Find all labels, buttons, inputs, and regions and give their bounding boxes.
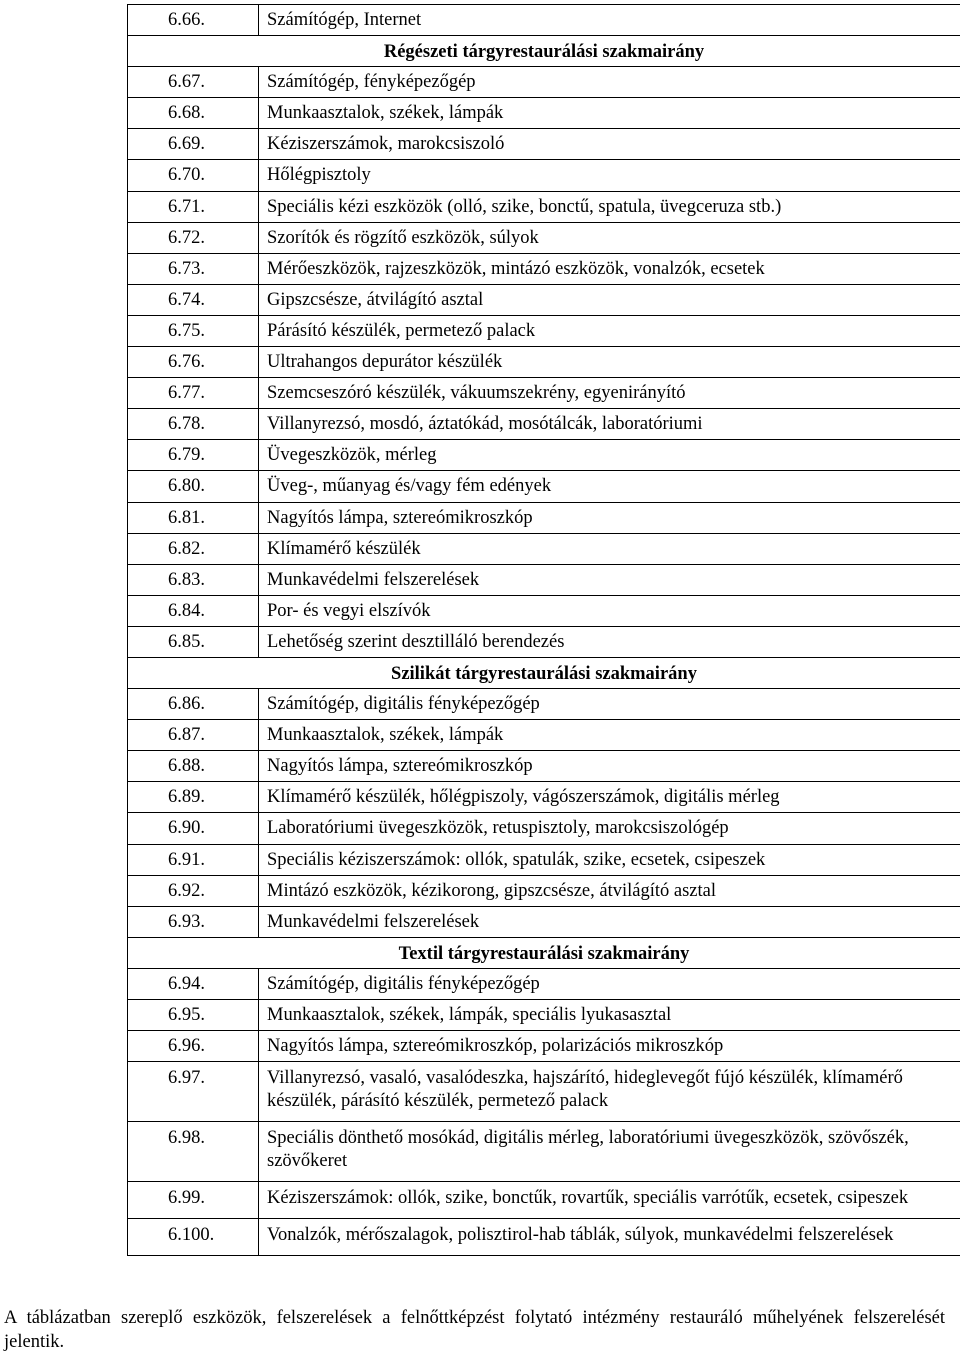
item-description: Párásító készülék, permetező palack <box>259 315 960 346</box>
item-description: Munkaasztalok, székek, lámpák, speciális lyukasasztal <box>259 1000 960 1031</box>
item-description: Por- és vegyi elszívók <box>259 595 960 626</box>
item-number: 6.83. <box>128 564 259 595</box>
section-header-row <box>128 657 960 688</box>
item-description: Vonalzók, mérőszalagok, polisztirol-hab táblák, súlyok, munkavédelmi felszerelések <box>259 1219 960 1256</box>
item-description: Hőlégpisztoly <box>259 160 960 191</box>
table-row <box>128 284 960 315</box>
table-row <box>128 378 960 409</box>
item-description: Laboratóriumi üvegeszközök, retuspisztoly, marokcsiszológép <box>259 813 960 844</box>
table-row <box>128 1062 960 1122</box>
table-row <box>128 471 960 502</box>
item-number: 6.75. <box>128 315 259 346</box>
table-row <box>128 253 960 284</box>
item-number: 6.91. <box>128 844 259 875</box>
table-row <box>128 1219 960 1256</box>
item-number: 6.95. <box>128 1000 259 1031</box>
table-row <box>128 1122 960 1182</box>
table-row <box>128 315 960 346</box>
item-description: Szemcseszóró készülék, vákuumszekrény, egyenirányító <box>259 378 960 409</box>
item-number: 6.71. <box>128 191 259 222</box>
table-row <box>128 440 960 471</box>
item-number: 6.88. <box>128 751 259 782</box>
item-number: 6.86. <box>128 689 259 720</box>
item-number: 6.94. <box>128 968 259 999</box>
item-description: Speciális dönthető mosókád, digitális mérleg, laboratóriumi üvegeszközök, szövőszék, szövőkeret <box>259 1122 960 1182</box>
table-row <box>128 1182 960 1219</box>
table-row <box>128 160 960 191</box>
item-description: Mérőeszközök, rajzeszközök, mintázó eszközök, vonalzók, ecsetek <box>259 253 960 284</box>
table-row <box>128 222 960 253</box>
section-title: Textil tárgyrestaurálási szakmairány <box>128 937 960 968</box>
item-description: Munkaasztalok, székek, lámpák <box>259 98 960 129</box>
item-number: 6.84. <box>128 595 259 626</box>
table-row <box>128 409 960 440</box>
table-row <box>128 98 960 129</box>
table-row <box>128 564 960 595</box>
table-row <box>128 875 960 906</box>
item-number: 6.82. <box>128 533 259 564</box>
table-row <box>128 720 960 751</box>
item-number: 6.73. <box>128 253 259 284</box>
item-number: 6.90. <box>128 813 259 844</box>
item-number: 6.69. <box>128 129 259 160</box>
table-row <box>128 689 960 720</box>
item-number: 6.87. <box>128 720 259 751</box>
item-description: Számítógép, digitális fényképezőgép <box>259 689 960 720</box>
item-description: Speciális kézi eszközök (olló, szike, bonctű, spatula, üvegceruza stb.) <box>259 191 960 222</box>
item-number: 6.74. <box>128 284 259 315</box>
item-number: 6.93. <box>128 906 259 937</box>
item-number: 6.97. <box>128 1062 259 1122</box>
equipment-table <box>127 4 960 1256</box>
table-row <box>128 626 960 657</box>
item-description: Munkavédelmi felszerelések <box>259 564 960 595</box>
table-row <box>128 968 960 999</box>
item-description: Speciális kéziszerszámok: ollók, spatulák, szike, ecsetek, csipeszek <box>259 844 960 875</box>
item-number: 6.80. <box>128 471 259 502</box>
footnote: A táblázatban szereplő eszközök, felszerelések a felnőttképzést folytató intézmény restauráló műhelyének felszerelését jelentik. <box>4 1308 945 1352</box>
table-row <box>128 782 960 813</box>
item-number: 6.100. <box>128 1219 259 1256</box>
item-number: 6.98. <box>128 1122 259 1182</box>
item-description: Munkavédelmi felszerelések <box>259 906 960 937</box>
equipment-table-body <box>128 5 960 1256</box>
item-number: 6.70. <box>128 160 259 191</box>
table-row <box>128 67 960 98</box>
item-description: Kéziszerszámok, marokcsiszoló <box>259 129 960 160</box>
table-row <box>128 129 960 160</box>
section-title: Régészeti tárgyrestaurálási szakmairány <box>128 36 960 67</box>
item-number: 6.79. <box>128 440 259 471</box>
item-number: 6.99. <box>128 1182 259 1219</box>
table-row <box>128 1000 960 1031</box>
item-number: 6.68. <box>128 98 259 129</box>
table-row <box>128 502 960 533</box>
item-number: 6.72. <box>128 222 259 253</box>
table-row <box>128 191 960 222</box>
item-description: Ultrahangos depurátor készülék <box>259 347 960 378</box>
section-title: Szilikát tárgyrestaurálási szakmairány <box>128 657 960 688</box>
table-row <box>128 844 960 875</box>
table-row <box>128 813 960 844</box>
item-number: 6.92. <box>128 875 259 906</box>
item-number: 6.67. <box>128 67 259 98</box>
item-number: 6.66. <box>128 5 259 36</box>
item-description: Klímamérő készülék, hőlégpiszoly, vágószerszámok, digitális mérleg <box>259 782 960 813</box>
item-description: Nagyítós lámpa, sztereómikroszkóp <box>259 751 960 782</box>
table-row <box>128 533 960 564</box>
item-number: 6.76. <box>128 347 259 378</box>
section-header-row <box>128 36 960 67</box>
item-description: Mintázó eszközök, kézikorong, gipszcsésze, átvilágító asztal <box>259 875 960 906</box>
item-description: Szorítók és rögzítő eszközök, súlyok <box>259 222 960 253</box>
item-number: 6.89. <box>128 782 259 813</box>
item-description: Lehetőség szerint desztilláló berendezés <box>259 626 960 657</box>
item-description: Villanyrezsó, vasaló, vasalódeszka, hajszárító, hideglevegőt fújó készülék, klímamérő készülék, párásító készülék, permetező palack <box>259 1062 960 1122</box>
table-row <box>128 347 960 378</box>
table-row <box>128 1031 960 1062</box>
item-number: 6.81. <box>128 502 259 533</box>
item-description: Üvegeszközök, mérleg <box>259 440 960 471</box>
section-header-row <box>128 937 960 968</box>
item-description: Gipszcsésze, átvilágító asztal <box>259 284 960 315</box>
item-description: Számítógép, Internet <box>259 5 960 36</box>
table-row <box>128 751 960 782</box>
item-description: Nagyítós lámpa, sztereómikroszkóp <box>259 502 960 533</box>
item-number: 6.78. <box>128 409 259 440</box>
table-row <box>128 595 960 626</box>
item-description: Villanyrezsó, mosdó, áztatókád, mosótálcák, laboratóriumi <box>259 409 960 440</box>
item-number: 6.77. <box>128 378 259 409</box>
item-description: Számítógép, digitális fényképezőgép <box>259 968 960 999</box>
table-row <box>128 906 960 937</box>
item-description: Kéziszerszámok: ollók, szike, bonctűk, rovartűk, speciális varrótűk, ecsetek, csipeszek <box>259 1182 960 1219</box>
item-number: 6.96. <box>128 1031 259 1062</box>
item-description: Számítógép, fényképezőgép <box>259 67 960 98</box>
item-description: Klímamérő készülék <box>259 533 960 564</box>
item-number: 6.85. <box>128 626 259 657</box>
item-description: Nagyítós lámpa, sztereómikroszkóp, polarizációs mikroszkóp <box>259 1031 960 1062</box>
item-description: Üveg-, műanyag és/vagy fém edények <box>259 471 960 502</box>
table-row <box>128 5 960 36</box>
item-description: Munkaasztalok, székek, lámpák <box>259 720 960 751</box>
